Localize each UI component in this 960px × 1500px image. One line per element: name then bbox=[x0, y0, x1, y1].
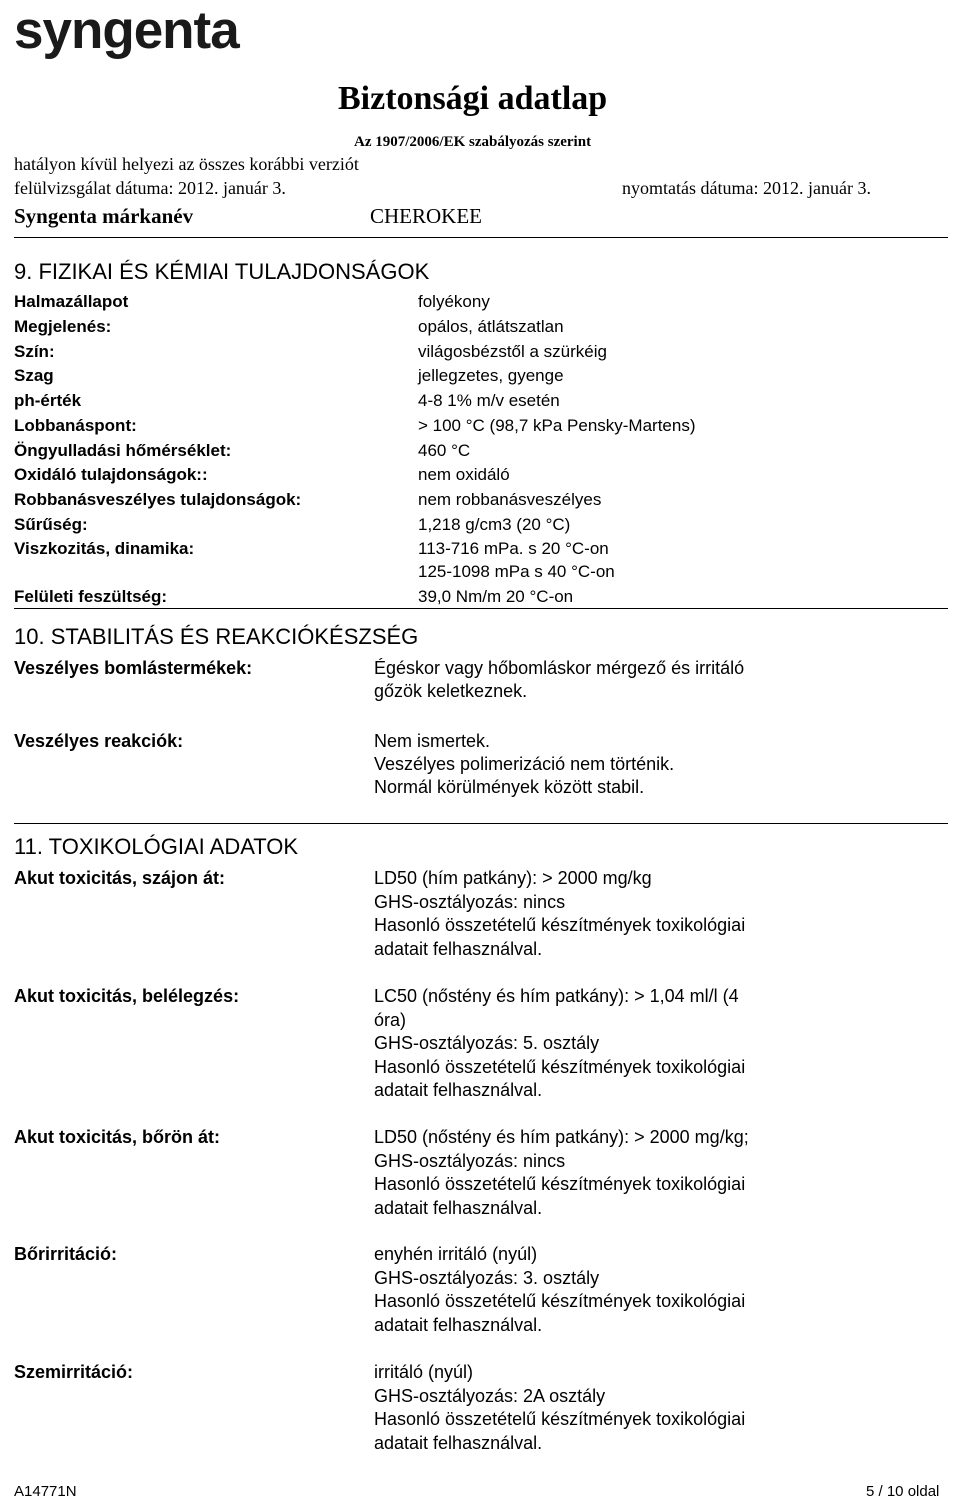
toxicity-label: Bőrirritáció: bbox=[14, 1244, 118, 1264]
decomposition-line: Égéskor vagy hőbomláskor mérgező és irritáló bbox=[374, 658, 745, 678]
toxicity-line: Hasonló összetételű készítmények toxikológiai bbox=[374, 1409, 746, 1429]
property-value: 460 °C bbox=[418, 441, 471, 460]
property-value: világosbézstől a szürkéig bbox=[418, 342, 607, 361]
property-value: 113-716 mPa. s 20 °C-on bbox=[418, 539, 609, 558]
property-label: Robbanásveszélyes tulajdonságok: bbox=[14, 490, 302, 509]
toxicity-line: GHS-osztályozás: 5. osztály bbox=[374, 1033, 600, 1053]
toxicity-label: Akut toxicitás, szájon át: bbox=[14, 868, 226, 888]
document-title: Biztonsági adatlap bbox=[338, 80, 608, 117]
decomposition-label: Veszélyes bomlástermékek: bbox=[14, 658, 253, 678]
property-value: 125-1098 mPa s 40 °C-on bbox=[418, 562, 615, 581]
property-label: Sűrűség: bbox=[14, 515, 88, 534]
property-value: 4-8 1% m/v esetén bbox=[418, 391, 560, 410]
brand-label: Syngenta márkanév bbox=[14, 204, 194, 228]
property-label: ph-érték bbox=[14, 391, 82, 410]
toxicity-line: Hasonló összetételű készítmények toxikológiai bbox=[374, 1174, 746, 1194]
reactions-line: Veszélyes polimerizáció nem történik. bbox=[374, 754, 675, 774]
section-11-title: 11. TOXIKOLÓGIAI ADATOK bbox=[14, 834, 299, 859]
property-value: nem oxidáló bbox=[418, 465, 510, 484]
toxicity-line: GHS-osztályozás: 3. osztály bbox=[374, 1268, 600, 1288]
toxicity-line: GHS-osztályozás: nincs bbox=[374, 1151, 566, 1171]
property-value: nem robbanásveszélyes bbox=[418, 490, 602, 509]
section-9-title: 9. FIZIKAI ÉS KÉMIAI TULAJDONSÁGOK bbox=[14, 259, 430, 284]
brand-value: CHEROKEE bbox=[370, 204, 482, 228]
property-value: 39,0 Nm/m 20 °C-on bbox=[418, 587, 574, 606]
regulation-note: Az 1907/2006/EK szabályozás szerint bbox=[354, 134, 592, 150]
revision-date: felülvizsgálat dátuma: 2012. január 3. bbox=[14, 178, 286, 198]
toxicity-line: óra) bbox=[374, 1010, 407, 1030]
toxicity-line: Hasonló összetételű készítmények toxikológiai bbox=[374, 1291, 746, 1311]
toxicity-label: Szemirritáció: bbox=[14, 1362, 134, 1382]
toxicity-line: adatait felhasználval. bbox=[374, 1433, 543, 1453]
property-label: Viszkozitás, dinamika: bbox=[14, 539, 195, 558]
page-number: 5 / 10 oldal bbox=[866, 1483, 940, 1500]
toxicity-label: Akut toxicitás, bőrön át: bbox=[14, 1127, 221, 1147]
document-code: A14771N bbox=[14, 1483, 77, 1500]
section-9-divider bbox=[14, 608, 948, 609]
property-label: Felületi feszültség: bbox=[14, 587, 168, 606]
property-label: Szag bbox=[14, 366, 54, 385]
property-label: Lobbanáspont: bbox=[14, 416, 137, 435]
supersedes-note: hatályon kívül helyezi az összes korábbi verziót bbox=[14, 154, 359, 174]
property-value: > 100 °C (98,7 kPa Pensky-Martens) bbox=[418, 416, 696, 435]
toxicity-line: adatait felhasználval. bbox=[374, 939, 543, 959]
toxicity-line: irritáló (nyúl) bbox=[374, 1362, 474, 1382]
toxicity-line: adatait felhasználval. bbox=[374, 1198, 543, 1218]
property-value: jellegzetes, gyenge bbox=[418, 366, 564, 385]
toxicity-line: GHS-osztályozás: nincs bbox=[374, 892, 566, 912]
toxicity-line: LD50 (hím patkány): > 2000 mg/kg bbox=[374, 868, 652, 888]
property-label: Megjelenés: bbox=[14, 317, 112, 336]
property-label: Halmazállapot bbox=[14, 292, 129, 311]
toxicity-line: GHS-osztályozás: 2A osztály bbox=[374, 1386, 606, 1406]
toxicity-line: Hasonló összetételű készítmények toxikológiai bbox=[374, 1057, 746, 1077]
toxicity-label: Akut toxicitás, belélegzés: bbox=[14, 986, 240, 1006]
header-divider bbox=[14, 237, 948, 238]
toxicity-line: Hasonló összetételű készítmények toxikológiai bbox=[374, 915, 746, 935]
property-value: 1,218 g/cm3 (20 °C) bbox=[418, 515, 571, 534]
reactions-line: Normál körülmények között stabil. bbox=[374, 777, 645, 797]
toxicity-line: adatait felhasználval. bbox=[374, 1080, 543, 1100]
property-value: opálos, átlátszatlan bbox=[418, 317, 564, 336]
property-label: Oxidáló tulajdonságok:: bbox=[14, 465, 208, 484]
reactions-line: Nem ismertek. bbox=[374, 731, 491, 751]
property-label: Szín: bbox=[14, 342, 55, 361]
reactions-label: Veszélyes reakciók: bbox=[14, 731, 184, 751]
toxicity-line: adatait felhasználval. bbox=[374, 1315, 543, 1335]
decomposition-line: gőzök keletkeznek. bbox=[374, 681, 528, 701]
section-10-title: 10. STABILITÁS ÉS REAKCIÓKÉSZSÉG bbox=[14, 624, 419, 649]
toxicity-line: LD50 (nőstény és hím patkány): > 2000 mg/kg; bbox=[374, 1127, 749, 1147]
property-label: Öngyulladási hőmérséklet: bbox=[14, 441, 232, 460]
toxicity-line: LC50 (nőstény és hím patkány): > 1,04 ml/l (4 bbox=[374, 986, 739, 1006]
toxicity-line: enyhén irritáló (nyúl) bbox=[374, 1244, 538, 1264]
print-date: nyomtatás dátuma: 2012. január 3. bbox=[622, 178, 871, 198]
property-value: folyékony bbox=[418, 292, 490, 311]
section-10-divider bbox=[14, 823, 948, 824]
syngenta-logo: syngenta bbox=[14, 1, 239, 60]
